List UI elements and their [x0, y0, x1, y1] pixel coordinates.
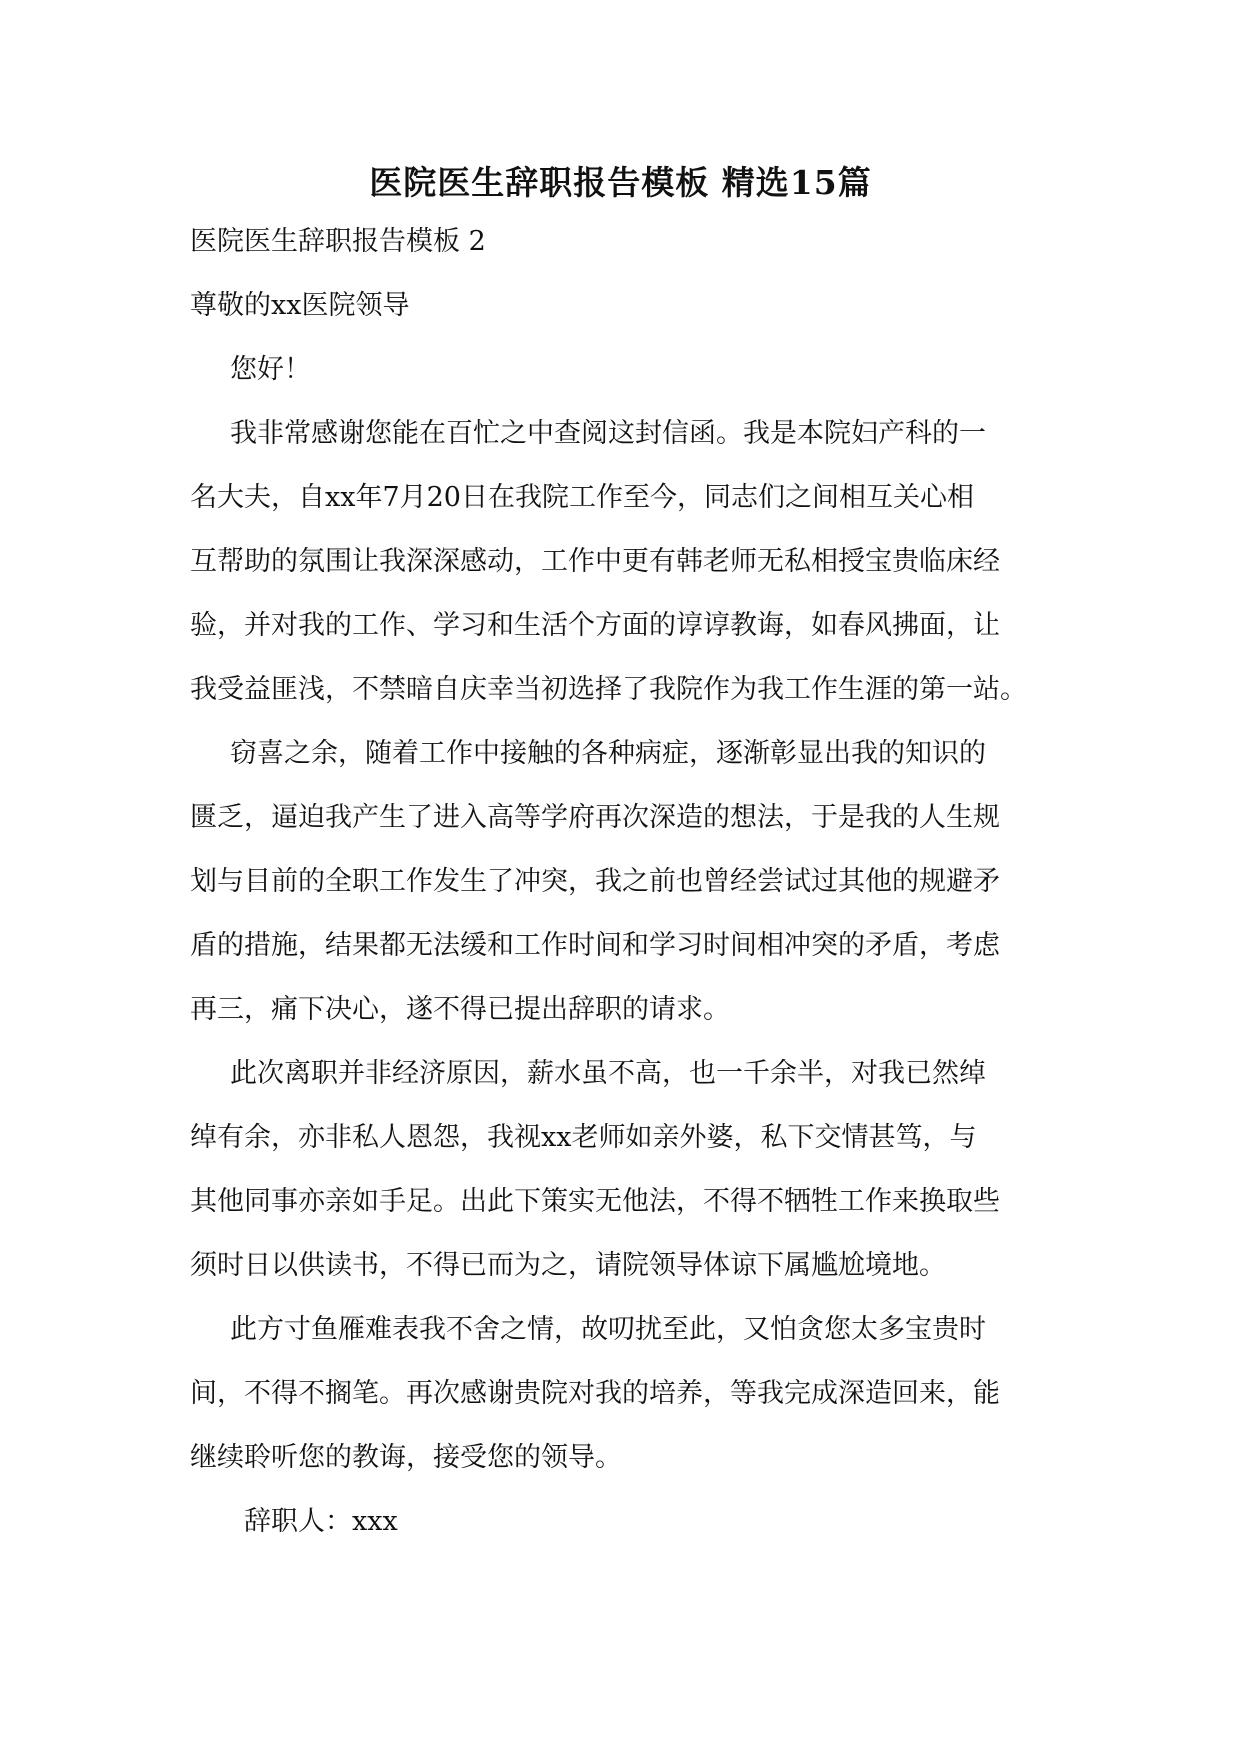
paragraph-line: 其他同事亦亲如手足。出此下策实无他法，不得不牺牲工作来换取些 — [190, 1186, 1000, 1217]
paragraph-line: 我非常感谢您能在百忙之中查阅这封信函。我是本院妇产科的一 — [230, 418, 986, 449]
paragraph-line: 间，不得不搁笔。再次感谢贵院对我的培养，等我完成深造回来，能 — [190, 1378, 1000, 1409]
paragraph-line: 盾的措施，结果都无法缓和工作时间和学习时间相冲突的矛盾，考虑 — [190, 930, 1000, 961]
paragraph-line: 我受益匪浅，不禁暗自庆幸当初选择了我院作为我工作生涯的第一站。 — [190, 674, 1027, 705]
salutation: 尊敬的xx医院领导 — [190, 290, 410, 321]
document-subtitle: 医院医生辞职报告模板 2 — [190, 226, 486, 257]
paragraph-line: 窃喜之余，随着工作中接触的各种病症，逐渐彰显出我的知识的 — [230, 738, 986, 769]
paragraph-line: 继续聆听您的教诲，接受您的领导。 — [190, 1442, 622, 1473]
paragraph-line: 再三，痛下决心，遂不得已提出辞职的请求。 — [190, 994, 730, 1025]
greeting: 您好！ — [230, 354, 311, 385]
paragraph-line: 互帮助的氛围让我深深感动，工作中更有韩老师无私相授宝贵临床经 — [190, 546, 1000, 577]
paragraph-2 — [190, 722, 1060, 1042]
paragraph-line: 名大夫，自xx年7月20日在我院工作至今，同志们之间相互关心相 — [190, 482, 974, 513]
paragraph-line: 划与目前的全职工作发生了冲突，我之前也曾经尝试过其他的规避矛 — [190, 866, 1000, 897]
paragraph-1 — [190, 402, 1060, 722]
paragraph-line: 此方寸鱼雁难表我不舍之情，故叨扰至此，又怕贪您太多宝贵时 — [230, 1314, 986, 1345]
signature: 辞职人：xxx — [244, 1506, 398, 1537]
paragraph-3 — [190, 1042, 1060, 1298]
paragraph-line: 须时日以供读书，不得已而为之，请院领导体谅下属尴尬境地。 — [190, 1250, 946, 1281]
document-title: 医院医生辞职报告模板 精选15篇 — [369, 163, 872, 202]
paragraph-line: 匮乏，逼迫我产生了进入高等学府再次深造的想法，于是我的人生规 — [190, 802, 1000, 833]
paragraph-4 — [190, 1298, 1060, 1490]
paragraph-line: 此次离职并非经济原因，薪水虽不高，也一千余半，对我已然绰 — [230, 1058, 986, 1089]
paragraph-line: 绰有余，亦非私人恩怨，我视xx老师如亲外婆，私下交情甚笃，与 — [190, 1122, 977, 1153]
paragraph-line: 验，并对我的工作、学习和生活个方面的谆谆教诲，如春风拂面，让 — [190, 610, 1000, 641]
